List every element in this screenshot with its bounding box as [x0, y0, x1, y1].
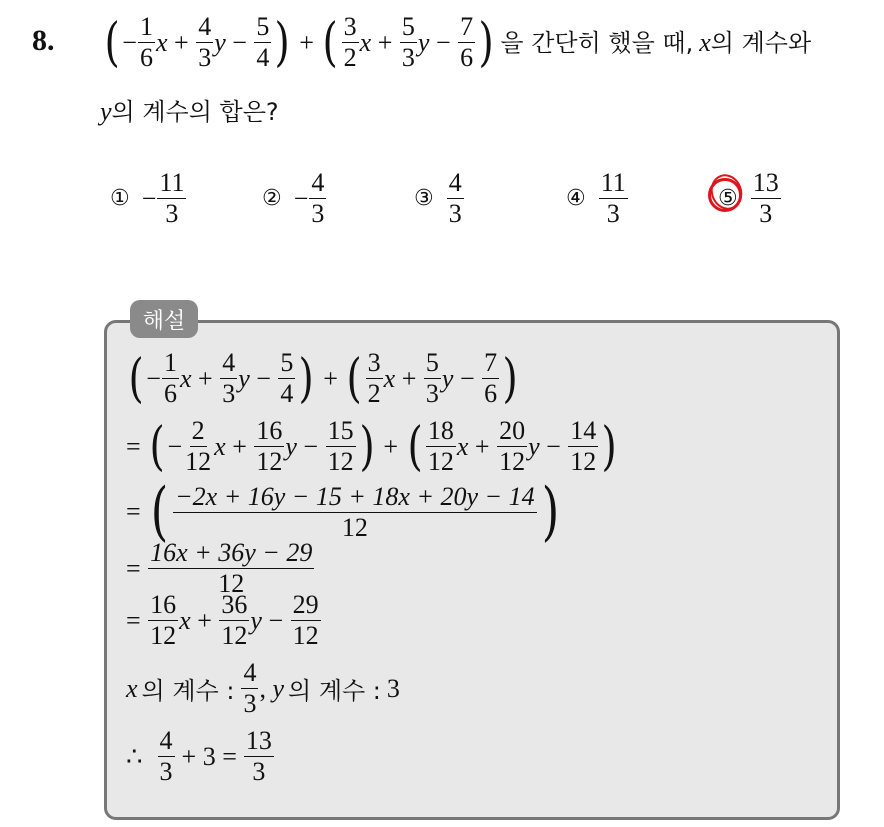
- solution-line-1: ( − $\frac{1}{6}$ x + $\frac{4}{3}$ y − $\frac{5}{4}$ ) + ( $\frac{3}{2}$ x + $\frac{5}{3}$ y − $\frac{7}{6}$ ): [128, 348, 518, 409]
- question-text-line2: y 의 계수의 합은?: [100, 97, 279, 126]
- solution-final: ∴ $\frac{4}{3}$ + 3 = $\frac{13}{3}$: [126, 726, 272, 786]
- solution-tag: 해설: [130, 300, 198, 338]
- solution-line-4: = $\frac{16x + 36y - 29}{12}$: [126, 538, 313, 598]
- choice-3[interactable]: ③ $\frac{4}{3}$: [414, 168, 462, 228]
- fraction: $\frac{1}{6}$: [139, 12, 153, 72]
- question-text: 을 간단히 했을 때,: [500, 28, 694, 57]
- solution-coefficients: x 의 계수 : $\frac{4}{3}$ , y 의 계수 : 3: [126, 658, 400, 718]
- choice-2[interactable]: ② − $\frac{4}{3}$: [262, 168, 325, 228]
- choice-1[interactable]: ① − $\frac{11}{3}$: [110, 168, 185, 228]
- solution-line-2: = ( − $\frac{2}{12}$ x + $\frac{16}{12}$ y − $\frac{15}{12}$ ) + ( $\frac{18}{12}$ x + $\frac{20}{12}$ y − $\frac{14}{12}$ ): [126, 416, 618, 477]
- question-expression: ( − $\frac{1}{6}$ x + $\frac{4}{3}$ y − $\frac{5}{4}$ ) + ( $\frac{3}{2}$ x + $\frac{5}{3}$ y − $\frac{7}{6}$ ) 을 간단히 했을 때, x 의 계수와: [104, 12, 812, 73]
- solution-line-3: = ( $\frac{-2x + 16y - 15 + 18x + 20y - 14}{12}$ ): [126, 475, 559, 549]
- choice-5[interactable]: ⑤ $\frac{13}{3}$: [718, 168, 779, 228]
- question-number: 8.: [32, 24, 55, 57]
- solution-line-5: = $\frac{16}{12}$ x + $\frac{36}{12}$ y − $\frac{29}{12}$: [126, 590, 319, 650]
- choice-4[interactable]: ④ $\frac{11}{3}$: [566, 168, 626, 228]
